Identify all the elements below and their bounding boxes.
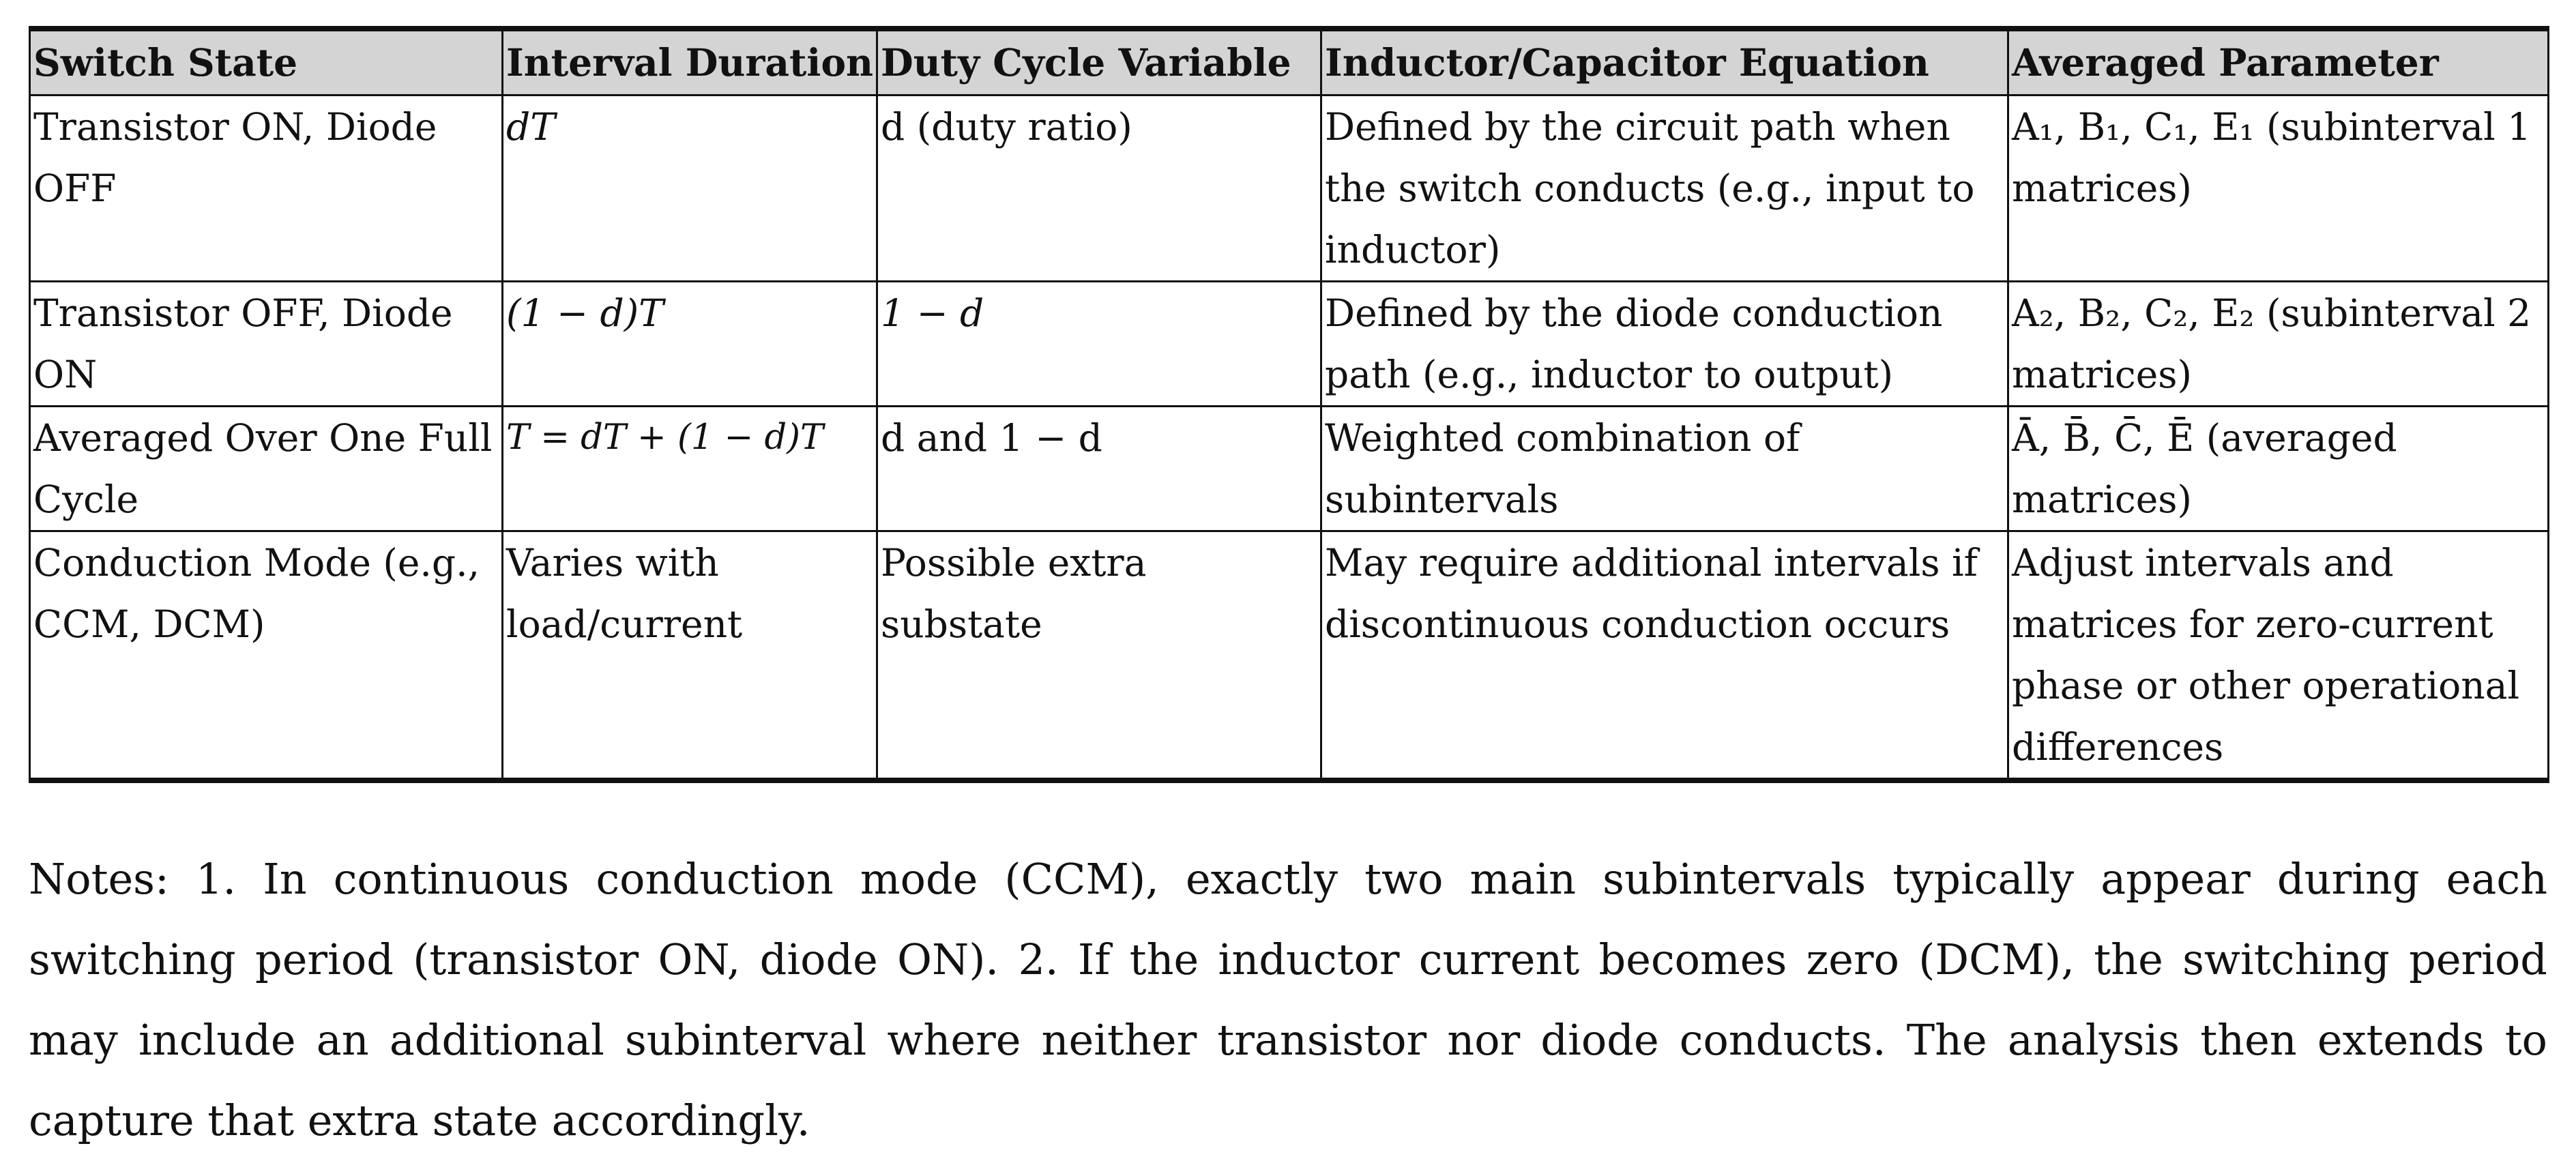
switch-state-table bbox=[29, 26, 2549, 783]
header-equation: Inductor/Capacitor Equation bbox=[1321, 29, 2008, 95]
header-interval-duration: Interval Duration bbox=[503, 29, 877, 95]
cell-averaged-parameter: A₁, B₁, C₁, E₁ (subinterval 1 matrices) bbox=[2008, 95, 2549, 282]
table-notes: Notes: 1. In continuous conduction mode (CCM), exactly two main subintervals typically appear during each switching period (transistor ON, diode ON). 2. If the inductor current becomes zero (DCM), the switching period may include an additional subinterval where neither transistor nor diode conducts. The analysis then extends to capture that extra state accordingly. bbox=[29, 854, 2547, 1145]
cell-equation: Defined by the diode conduction path (e.g., inductor to output) bbox=[1321, 282, 2008, 407]
cell-interval-duration: dT bbox=[503, 95, 877, 282]
cell-equation: May require additional intervals if discontinuous conduction occurs bbox=[1321, 531, 2008, 781]
cell-switch-state: Transistor OFF, Diode ON bbox=[30, 282, 503, 407]
cell-interval-duration: (1 − d)T bbox=[503, 282, 877, 407]
cell-interval-duration: Varies with load/current bbox=[503, 531, 877, 781]
cell-averaged-parameter: A₂, B₂, C₂, E₂ (subinterval 2 matrices) bbox=[2008, 282, 2549, 407]
header-switch-state: Switch State bbox=[30, 29, 503, 95]
cell-interval-duration: T = dT + (1 − d)T bbox=[503, 407, 877, 531]
table-row bbox=[30, 407, 2549, 531]
cell-duty-cycle-variable: d and 1 − d bbox=[877, 407, 1321, 531]
header-averaged-parameter: Averaged Parameter bbox=[2008, 29, 2549, 95]
table-header-row bbox=[30, 29, 2549, 95]
cell-averaged-parameter: Ā, B̄, C̄, Ē (averaged matrices) bbox=[2008, 407, 2549, 531]
table-container bbox=[29, 26, 2547, 783]
table-row bbox=[30, 531, 2549, 781]
cell-switch-state: Transistor ON, Diode OFF bbox=[30, 95, 503, 282]
cell-switch-state: Conduction Mode (e.g., CCM, DCM) bbox=[30, 531, 503, 781]
cell-equation: Weighted combination of subintervals bbox=[1321, 407, 2008, 531]
cell-duty-cycle-variable: d (duty ratio) bbox=[877, 95, 1321, 282]
cell-duty-cycle-variable: Possible extra substate bbox=[877, 531, 1321, 781]
cell-averaged-parameter: Adjust intervals and matrices for zero-current phase or other operational differences bbox=[2008, 531, 2549, 781]
cell-equation: Defined by the circuit path when the switch conducts (e.g., input to inductor) bbox=[1321, 95, 2008, 282]
cell-duty-cycle-variable: 1 − d bbox=[877, 282, 1321, 407]
header-duty-cycle-variable: Duty Cycle Variable bbox=[877, 29, 1321, 95]
table-row bbox=[30, 282, 2549, 407]
table-row bbox=[30, 95, 2549, 282]
cell-switch-state: Averaged Over One Full Cycle bbox=[30, 407, 503, 531]
